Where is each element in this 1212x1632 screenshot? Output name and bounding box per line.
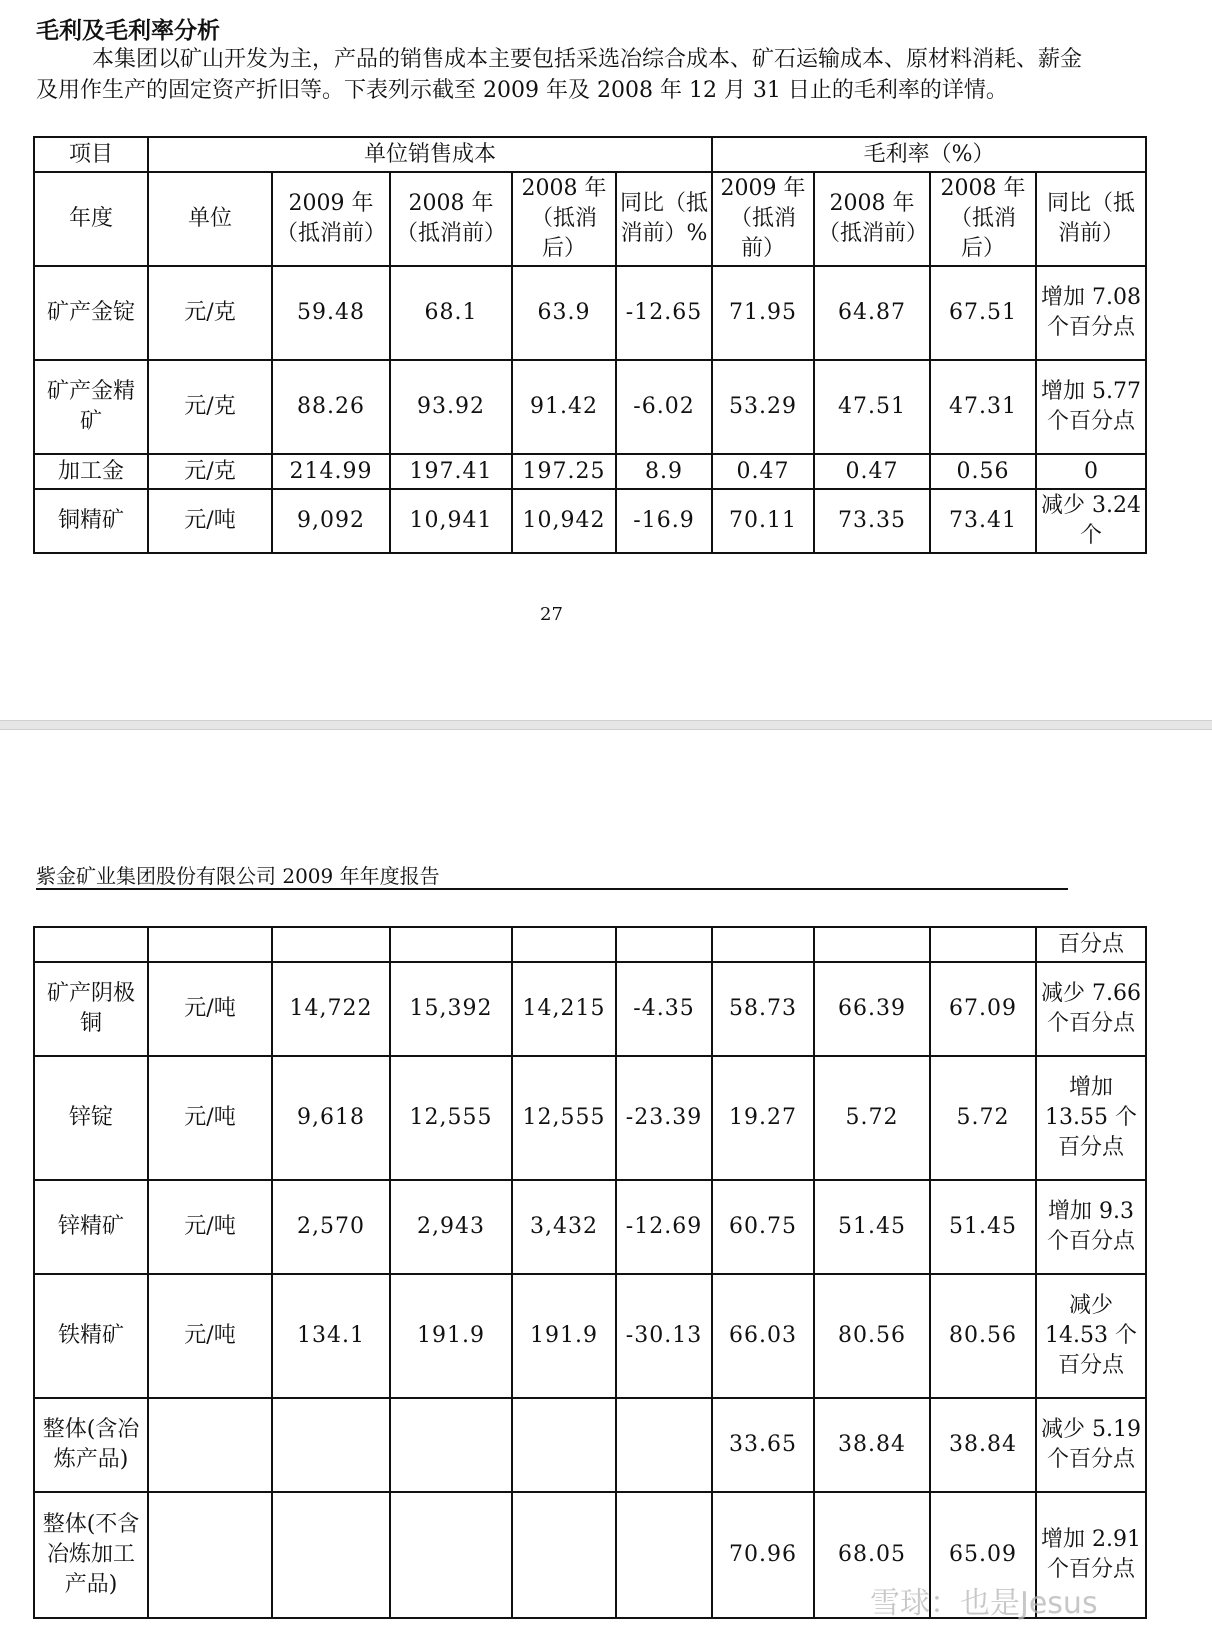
table-cell: 65.09 xyxy=(930,1492,1036,1618)
table-cell: 5.72 xyxy=(930,1056,1036,1180)
column-header: 2008 年（抵消后） xyxy=(512,172,616,266)
table-cell: 元/吨 xyxy=(148,1274,272,1398)
table-cell: 减少 7.66 个百分点 xyxy=(1036,962,1146,1056)
header-gross-margin: 毛利率（%） xyxy=(712,137,1146,172)
table-cell: 58.73 xyxy=(712,962,814,1056)
row-label: 整体(不含冶炼加工产品) xyxy=(34,1492,148,1618)
table-cell: 60.75 xyxy=(712,1180,814,1274)
table-cell xyxy=(272,1398,390,1492)
table-cell: 元/吨 xyxy=(148,1056,272,1180)
table-cell xyxy=(512,927,616,962)
table-cell: 91.42 xyxy=(512,360,616,454)
table-cell: 71.95 xyxy=(712,266,814,360)
table-cell: 38.84 xyxy=(930,1398,1036,1492)
table-cell xyxy=(814,927,930,962)
gross-margin-table-bottom xyxy=(33,926,1147,1619)
header-rule xyxy=(36,888,1068,890)
table-cell: 12,555 xyxy=(390,1056,512,1180)
table-cell: 9,618 xyxy=(272,1056,390,1180)
table-cell: 73.41 xyxy=(930,489,1036,553)
column-header: 单位 xyxy=(148,172,272,266)
table-cell: 47.51 xyxy=(814,360,930,454)
table-cell: 增加 5.77 个百分点 xyxy=(1036,360,1146,454)
table-cell xyxy=(272,1492,390,1618)
table-cell: 10,941 xyxy=(390,489,512,553)
table-cell: -6.02 xyxy=(616,360,712,454)
intro-paragraph xyxy=(36,44,1096,106)
table-cell: 38.84 xyxy=(814,1398,930,1492)
table-cell: 134.1 xyxy=(272,1274,390,1398)
table-row xyxy=(34,1398,1146,1492)
table-cell: 元/克 xyxy=(148,266,272,360)
table-cell: 2,943 xyxy=(390,1180,512,1274)
row-label: 锌锭 xyxy=(34,1056,148,1180)
row-label: 矿产阴极铜 xyxy=(34,962,148,1056)
table-cell: 88.26 xyxy=(272,360,390,454)
page-number: 27 xyxy=(540,604,563,625)
table-cell: 70.11 xyxy=(712,489,814,553)
table-cell: -30.13 xyxy=(616,1274,712,1398)
table-cell: 14,722 xyxy=(272,962,390,1056)
table-cell: -23.39 xyxy=(616,1056,712,1180)
table-cell xyxy=(272,927,390,962)
table-cell: 19.27 xyxy=(712,1056,814,1180)
section-title: 毛利及毛利率分析 xyxy=(36,18,220,44)
table-cell: 80.56 xyxy=(814,1274,930,1398)
table-cell: 51.45 xyxy=(814,1180,930,1274)
table-cell: -16.9 xyxy=(616,489,712,553)
report-header: 紫金矿业集团股份有限公司 2009 年年度报告 xyxy=(36,864,440,888)
row-label: 矿产金精矿 xyxy=(34,360,148,454)
table-cell: 66.03 xyxy=(712,1274,814,1398)
table-cell: 70.96 xyxy=(712,1492,814,1618)
table-cell: 元/吨 xyxy=(148,489,272,553)
table-cell xyxy=(390,1398,512,1492)
table-cell: 元/克 xyxy=(148,360,272,454)
column-header: 2008 年（抵消后） xyxy=(930,172,1036,266)
table-cell: 减少 5.19 个百分点 xyxy=(1036,1398,1146,1492)
table-cell: 67.09 xyxy=(930,962,1036,1056)
table-cell: 增加 2.91 个百分点 xyxy=(1036,1492,1146,1618)
table-row xyxy=(34,489,1146,553)
row-label: 加工金 xyxy=(34,454,148,489)
gross-margin-table-top xyxy=(33,136,1147,554)
table-cell: 59.48 xyxy=(272,266,390,360)
header-unit-cost: 单位销售成本 xyxy=(148,137,712,172)
table-row xyxy=(34,962,1146,1056)
column-header: 2008 年（抵消前） xyxy=(814,172,930,266)
table-row xyxy=(34,454,1146,489)
table-cell: 3,432 xyxy=(512,1180,616,1274)
table-cell: 14,215 xyxy=(512,962,616,1056)
table-cell: 191.9 xyxy=(390,1274,512,1398)
table-cell: 73.35 xyxy=(814,489,930,553)
table-cell: 10,942 xyxy=(512,489,616,553)
row-label: 铁精矿 xyxy=(34,1274,148,1398)
row-label xyxy=(34,927,148,962)
table-cell: 64.87 xyxy=(814,266,930,360)
table-cell xyxy=(512,1492,616,1618)
table-cell: 53.29 xyxy=(712,360,814,454)
table-cell xyxy=(148,1398,272,1492)
table-cell: 66.39 xyxy=(814,962,930,1056)
table-cell: 减少 3.24 个 xyxy=(1036,489,1146,553)
table-cell: 增加 9.3 个百分点 xyxy=(1036,1180,1146,1274)
group-header-row xyxy=(34,137,1146,172)
column-header-row xyxy=(34,172,1146,266)
table-row xyxy=(34,360,1146,454)
table-cell: 197.25 xyxy=(512,454,616,489)
column-header: 2008 年（抵消前） xyxy=(390,172,512,266)
row-label: 矿产金锭 xyxy=(34,266,148,360)
table-row xyxy=(34,1056,1146,1180)
table-cell: 0.47 xyxy=(814,454,930,489)
table-cell: 减少 14.53 个百分点 xyxy=(1036,1274,1146,1398)
row-label: 锌精矿 xyxy=(34,1180,148,1274)
table-cell: -12.65 xyxy=(616,266,712,360)
table-cell: 15,392 xyxy=(390,962,512,1056)
table-cell xyxy=(512,1398,616,1492)
table-cell: 5.72 xyxy=(814,1056,930,1180)
table-cell: 63.9 xyxy=(512,266,616,360)
table-cell: 9,092 xyxy=(272,489,390,553)
table-cell: 191.9 xyxy=(512,1274,616,1398)
table-cell: 增加 13.55 个百分点 xyxy=(1036,1056,1146,1180)
intro-text: 本集团以矿山开发为主，产品的销售成本主要包括采选冶综合成本、矿石运输成本、原材料消耗、薪金及用作生产的固定资产折旧等。下表列示截至 2009 年及 2008 年 12 月 31 日止的毛利率的详情。 xyxy=(36,47,1083,103)
watermark: 雪球：也是Jesus xyxy=(870,1586,1098,1621)
table-row xyxy=(34,266,1146,360)
column-header: 2009 年（抵消前） xyxy=(272,172,390,266)
column-header: 同比（抵消前）% xyxy=(616,172,712,266)
table-cell: 0.56 xyxy=(930,454,1036,489)
table-cell xyxy=(616,1398,712,1492)
table-cell: -4.35 xyxy=(616,962,712,1056)
header-item: 项目 xyxy=(34,137,148,172)
table-cell: 67.51 xyxy=(930,266,1036,360)
table-cell xyxy=(148,1492,272,1618)
table-cell: 元/克 xyxy=(148,454,272,489)
table-row xyxy=(34,1274,1146,1398)
table-cell: -12.69 xyxy=(616,1180,712,1274)
table-cell: 8.9 xyxy=(616,454,712,489)
table-cell: 68.1 xyxy=(390,266,512,360)
table-cell xyxy=(930,927,1036,962)
column-header: 年度 xyxy=(34,172,148,266)
table-cell: 元/吨 xyxy=(148,962,272,1056)
column-header: 2009 年（抵消前） xyxy=(712,172,814,266)
table-cell xyxy=(148,927,272,962)
page-separator xyxy=(0,720,1212,730)
table-cell xyxy=(616,1492,712,1618)
table-cell: 80.56 xyxy=(930,1274,1036,1398)
row-label: 铜精矿 xyxy=(34,489,148,553)
table-cell: 0 xyxy=(1036,454,1146,489)
table-cell xyxy=(616,927,712,962)
table-cell: 百分点 xyxy=(1036,927,1146,962)
table-cell: 元/吨 xyxy=(148,1180,272,1274)
table-cell xyxy=(712,927,814,962)
table-cell: 0.47 xyxy=(712,454,814,489)
table-cell: 68.05 xyxy=(814,1492,930,1618)
table-cell: 93.92 xyxy=(390,360,512,454)
table-cell: 33.65 xyxy=(712,1398,814,1492)
table-cell: 51.45 xyxy=(930,1180,1036,1274)
table-cell xyxy=(390,927,512,962)
table-cell: 增加 7.08 个百分点 xyxy=(1036,266,1146,360)
table-cell: 197.41 xyxy=(390,454,512,489)
column-header: 同比（抵消前） xyxy=(1036,172,1146,266)
table-cell: 2,570 xyxy=(272,1180,390,1274)
table-cell: 214.99 xyxy=(272,454,390,489)
table-row xyxy=(34,927,1146,962)
table-cell: 12,555 xyxy=(512,1056,616,1180)
table-cell xyxy=(390,1492,512,1618)
table-cell: 47.31 xyxy=(930,360,1036,454)
row-label: 整体(含冶炼产品) xyxy=(34,1398,148,1492)
table-row xyxy=(34,1180,1146,1274)
